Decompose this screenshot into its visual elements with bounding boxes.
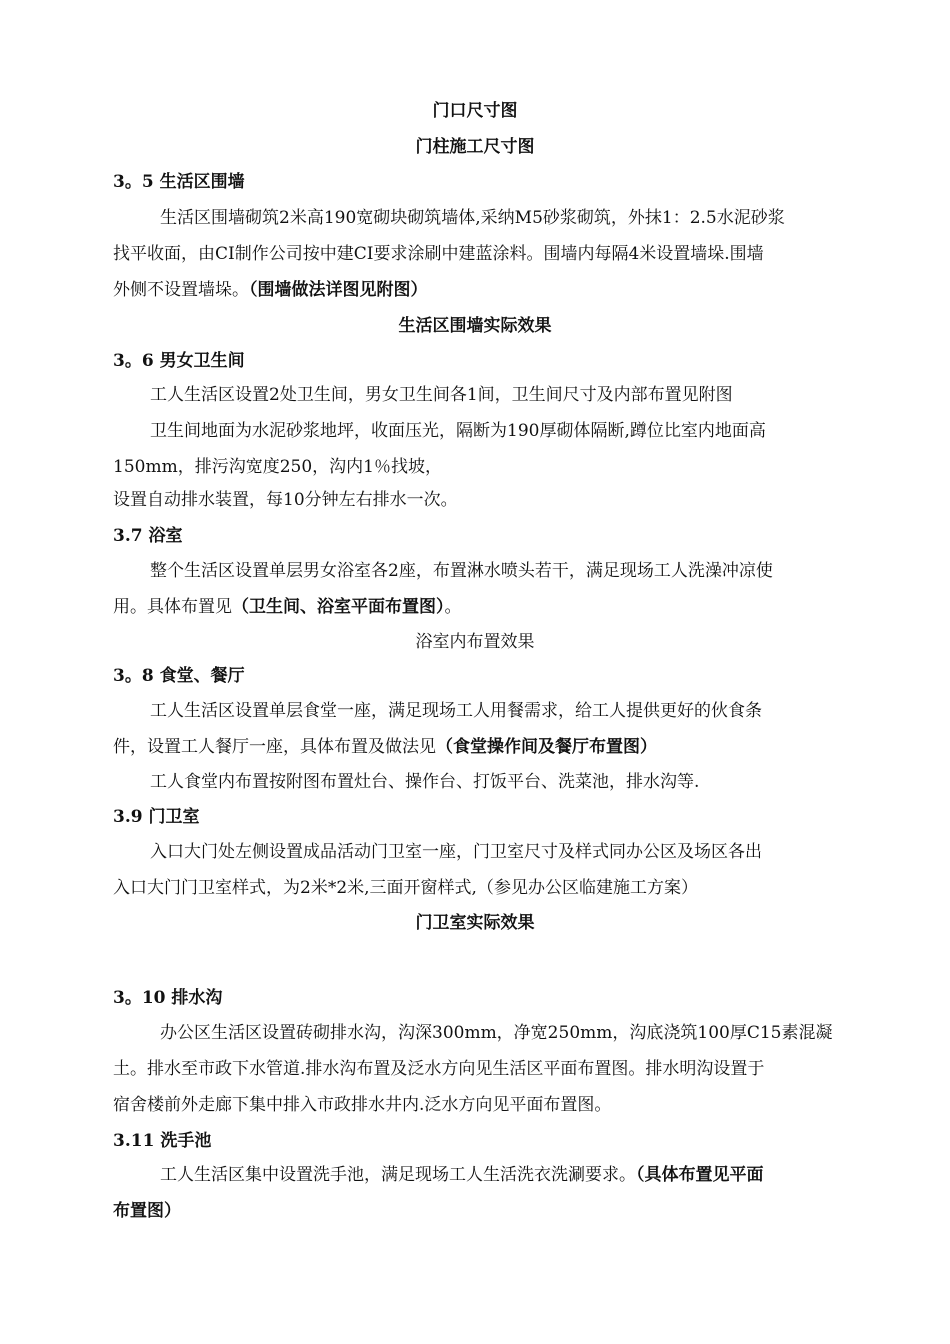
paragraph-line: 办公区生活区设置砖砌排水沟，沟深300mm，净宽250mm，沟底浇筑100厚C15素混凝 [160, 1023, 833, 1043]
bold-reference: （围墙做法详图见附图） [249, 280, 428, 300]
paragraph-line: 设置自动排水装置，每10分钟左右排水一次。 [113, 490, 458, 510]
section-heading-drain: 3。10 排水沟 [113, 988, 223, 1008]
paragraph-line [113, 736, 657, 758]
section-heading-bath: 3.7 浴室 [113, 526, 183, 546]
paragraph-line: 工人生活区设置2处卫生间，男女卫生间各1间，卫生间尺寸及内部布置见附图 [150, 385, 733, 405]
bold-reference: （卫生间、浴室平面布置图） [232, 597, 445, 617]
text-run: 件，设置工人餐厅一座，具体布置及做法见 [113, 737, 436, 757]
paragraph-line: 整个生活区设置单层男女浴室各2座，布置淋水喷头若干，满足现场工人洗澡冲凉使 [150, 561, 773, 581]
paragraph-line: 找平收面，由CI制作公司按中建CI要求涂刷中建蓝涂料。围墙内每隔4米设置墙垛.围墙 [113, 244, 764, 264]
section-heading-wall: 3。5 生活区围墙 [113, 172, 245, 192]
section-heading-guardroom: 3.9 门卫室 [113, 807, 200, 827]
section-heading-toilet: 3。6 男女卫生间 [113, 351, 245, 371]
paragraph-line: 入口大门处左侧设置成品活动门卫室一座，门卫室尺寸及样式同办公区及场区各出 [150, 842, 762, 862]
paragraph-line: 卫生间地面为水泥砂浆地坪，收面压光，隔断为190厚砌体隔断,蹲位比室内地面高 [150, 421, 766, 441]
text-run: 外侧不设置墙垛。 [113, 280, 249, 300]
text-run: 。 [444, 597, 462, 617]
caption-door-size: 门口尺寸图 [432, 101, 518, 121]
section-heading-washbasin: 3.11 洗手池 [113, 1131, 212, 1151]
caption-guard-effect: 门卫室实际效果 [415, 913, 535, 933]
paragraph-line: 土。排水至市政下水管道.排水沟布置及泛水方向见生活区平面布置图。排水明沟设置于 [113, 1059, 765, 1079]
paragraph-line [113, 596, 462, 618]
bold-reference: （具体布置见平面 [636, 1165, 764, 1185]
text-run: 工人生活区集中设置洗手池，满足现场工人生活洗衣洗涮要求。 [160, 1165, 636, 1185]
caption-pillar-size: 门柱施工尺寸图 [415, 137, 535, 157]
paragraph-line [113, 279, 428, 301]
paragraph-line: 工人食堂内布置按附图布置灶台、操作台、打饭平台、洗菜池，排水沟等. [150, 772, 700, 792]
caption-wall-effect: 生活区围墙实际效果 [398, 316, 552, 336]
text-run: 用。具体布置见 [113, 597, 232, 617]
paragraph-line: 生活区围墙砌筑2米高190宽砌块砌筑墙体,采纳M5砂浆砌筑，外抹1：2.5水泥砂浆 [160, 208, 785, 228]
paragraph-line [160, 1164, 764, 1186]
paragraph-line: 入口大门门卫室样式，为2米*2米,三面开窗样式,（参见办公区临建施工方案） [113, 878, 698, 898]
caption-bath-effect: 浴室内布置效果 [415, 632, 535, 652]
section-heading-canteen: 3。8 食堂、餐厅 [113, 666, 245, 686]
paragraph-line: 宿舍楼前外走廊下集中排入市政排水井内.泛水方向见平面布置图。 [113, 1095, 612, 1115]
paragraph-line: 工人生活区设置单层食堂一座，满足现场工人用餐需求，给工人提供更好的伙食条 [150, 701, 762, 721]
bold-reference: （食堂操作间及餐厅布置图） [436, 737, 657, 757]
paragraph-line: 布置图） [113, 1201, 181, 1221]
paragraph-line: 150mm，排污沟宽度250，沟内1％找坡， [113, 457, 442, 477]
